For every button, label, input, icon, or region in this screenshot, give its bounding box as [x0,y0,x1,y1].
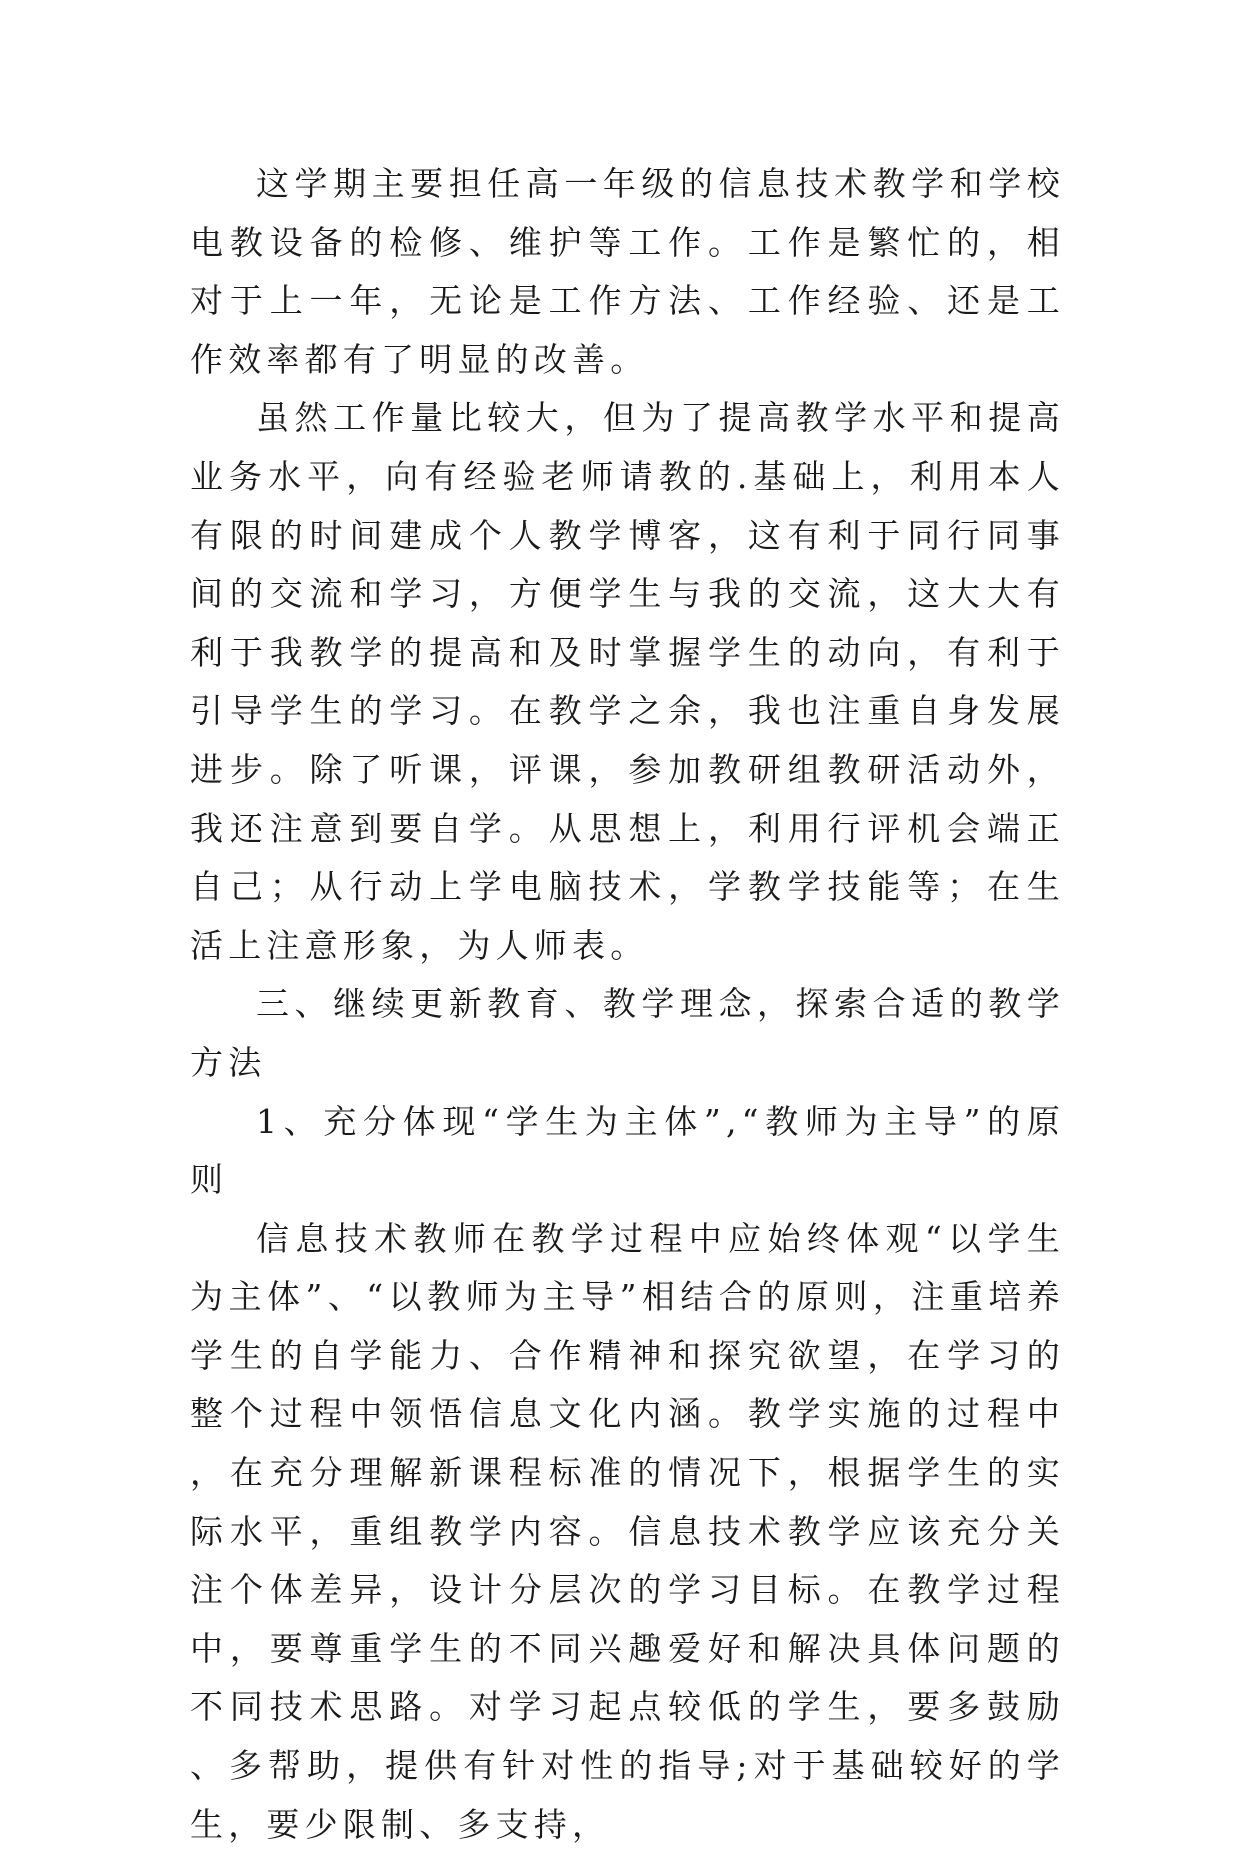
subsection-heading-1: 1、充分体现“学生为主体”,“教师为主导”的原则 [190,1101,1065,1200]
section-heading-3: 三、继续更新教育、教学理念，探索合适的教学方法 [190,984,1065,1082]
paragraph-work-duties: 这学期主要担任高一年级的信息技术教学和学校电教设备的检修、维护等工作。工作是繁忙的，相对于上一年，无论是工作方法、工作经验、还是工作效率都有了明显的改善。 [190,164,1065,379]
paragraph-teaching-principles: 信息技术教师在教学过程中应始终体观“以学生为主体”、“以教师为主导”相结合的原则，注重培养学生的自学能力、合作精神和探究欲望，在学习的整个过程中领悟信息文化内涵。教学实施的过程中，在充分理解新课程标准的情况下，根据学生的实际水平，重组教学内容。信息技术教学应该充分关注个体差异，设计分层次的学习目标。在教学过程中，要尊重学生的不同兴趣爱好和解决具体问题的不同技术思路。对学习起点较低的学生，要多鼓励、多帮助，提供有针对性的指导;对于基础较好的学生，要少限制、多支持， [190,1218,1065,1844]
document-body [190,155,1065,1854]
paragraph-self-improvement: 虽然工作量比较大，但为了提高教学水平和提高业务水平，向有经验老师请教的.基础上，利用本人有限的时间建成个人教学博客，这有利于同行同事间的交流和学习，方便学生与我的交流，这大大有利于我教学的提高和及时掌握学生的动向，有利于引导学生的学习。在教学之余，我也注重自身发展进步。除了听课，评课，参加教研组教研活动外，我还注意到要自学。从思想上，利用行评机会端正自己；从行动上学电脑技术，学教学技能等；在生活上注意形象，为人师表。 [190,398,1065,965]
